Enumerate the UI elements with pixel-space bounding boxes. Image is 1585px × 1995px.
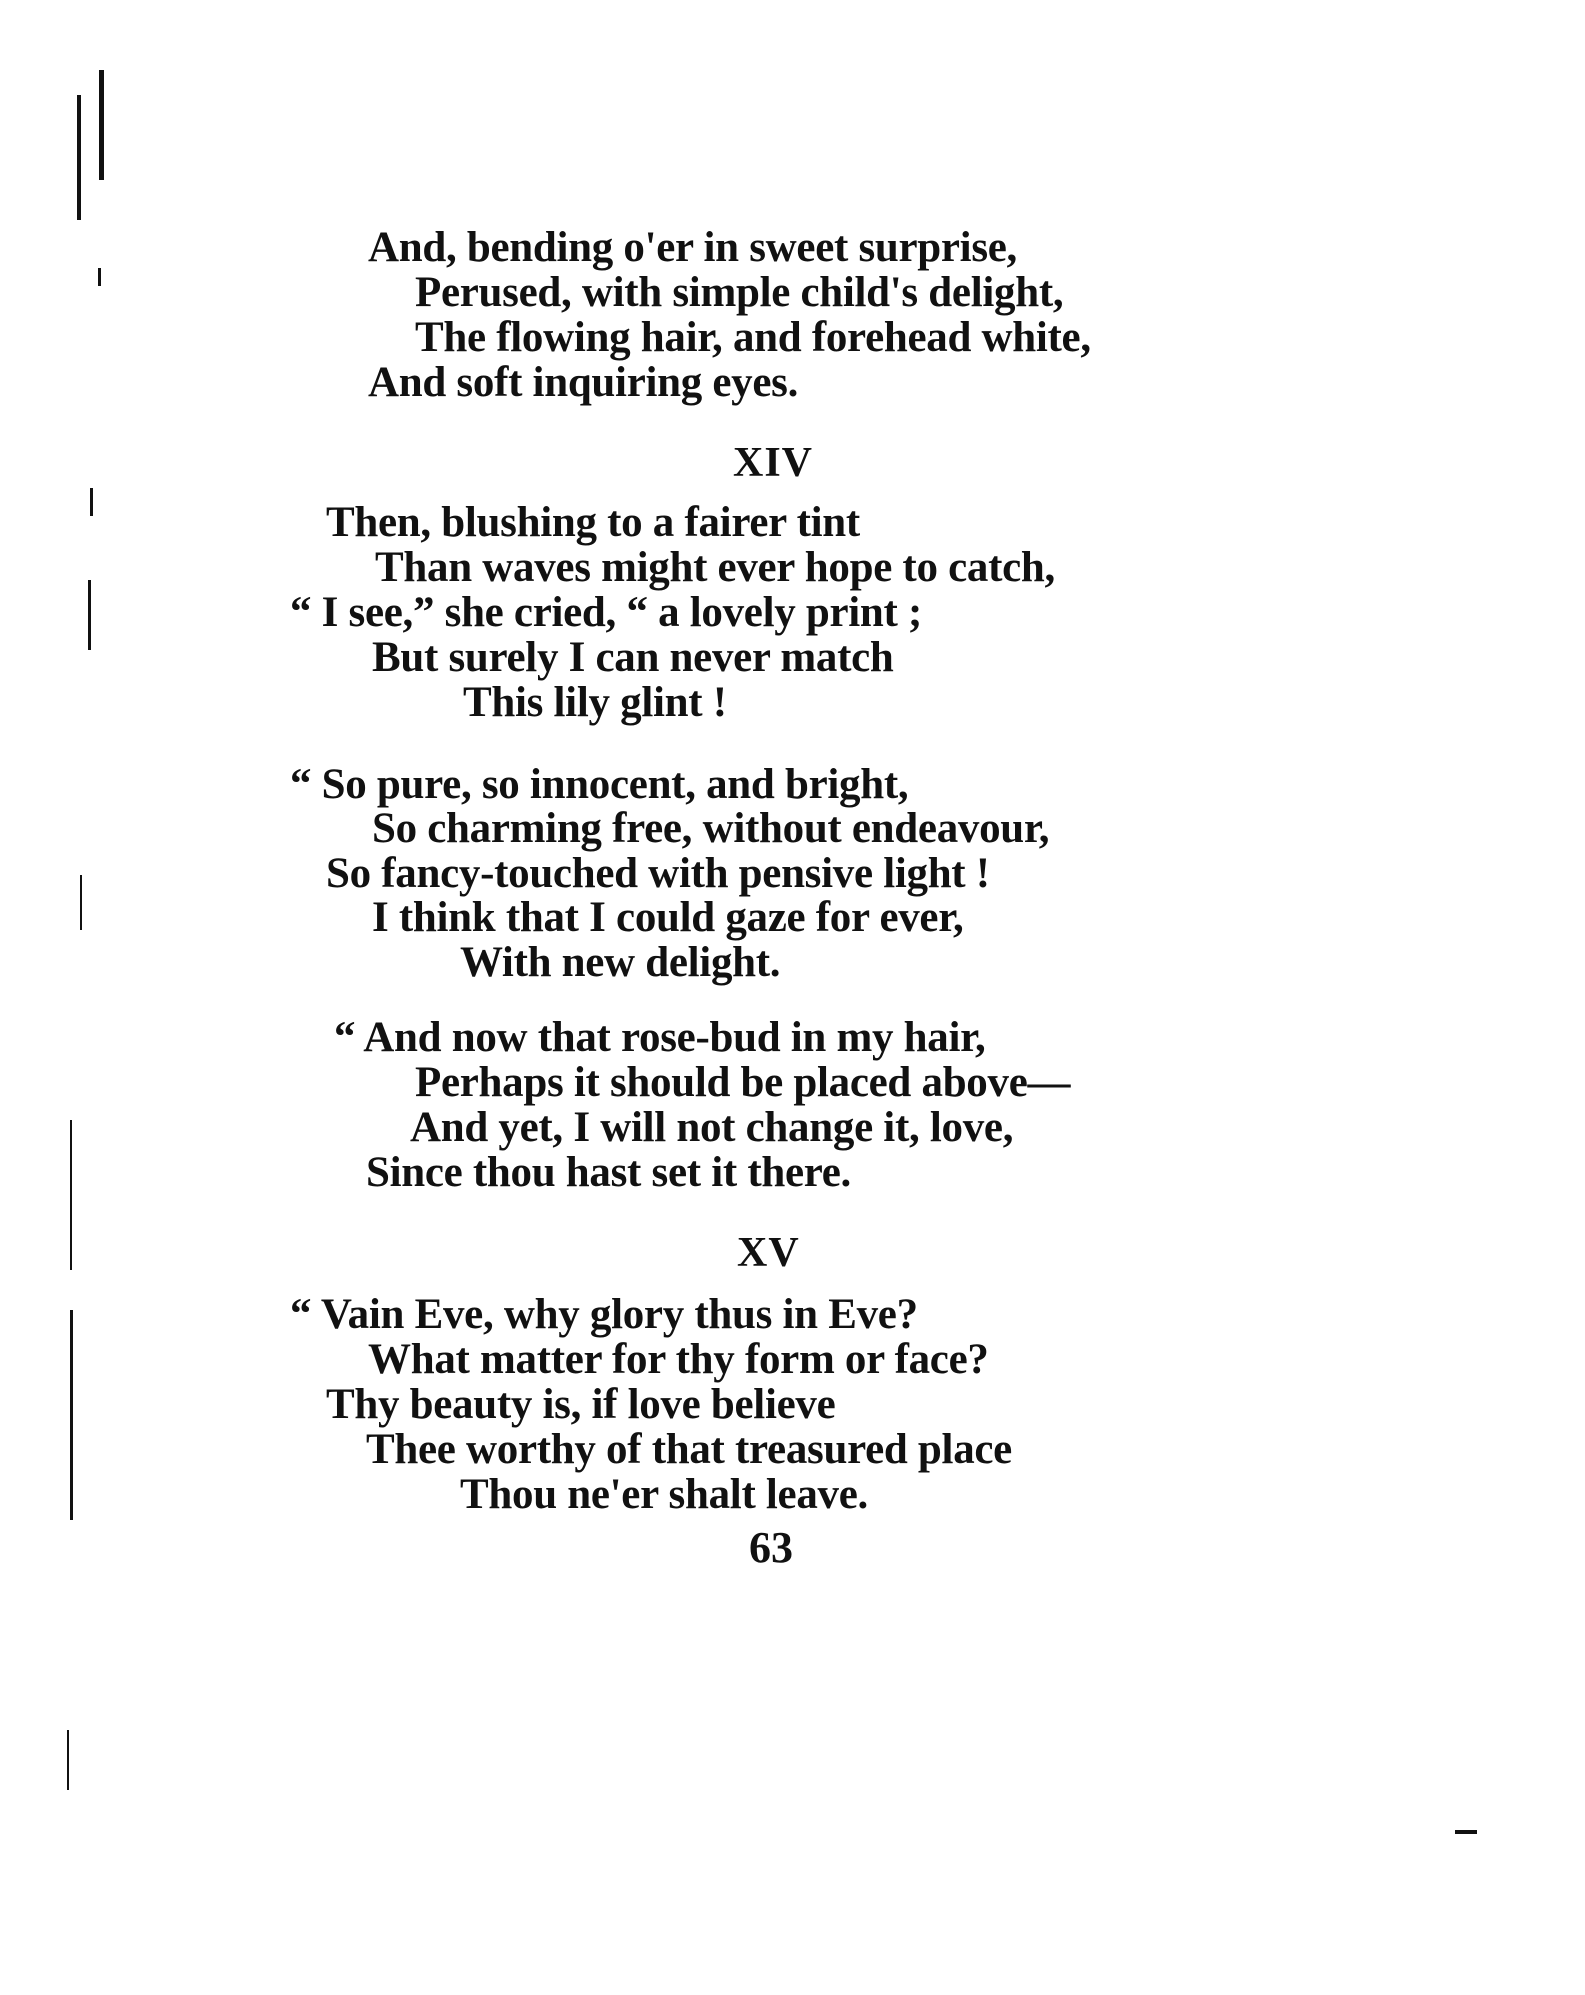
poem-line: Then, blushing to a fairer tint: [326, 499, 860, 546]
section-heading: XV: [737, 1230, 800, 1276]
poem-line: Perused, with simple child's delight,: [415, 269, 1064, 316]
scan-edge-mark: [70, 1310, 73, 1520]
poem-line: So fancy-touched with pensive light !: [326, 850, 990, 897]
poem-line: “ I see,” she cried, “ a lovely print ;: [290, 589, 923, 636]
poem-line: The flowing hair, and forehead white,: [415, 314, 1091, 361]
section-heading: XIV: [733, 440, 814, 486]
scan-edge-mark: [90, 488, 93, 516]
poem-line: But surely I can never match: [372, 634, 894, 681]
scan-edge-mark: [98, 268, 101, 286]
scan-edge-mark: [77, 95, 81, 220]
scan-edge-mark: [99, 70, 104, 180]
poem-line: “ And now that rose-bud in my hair,: [334, 1014, 986, 1061]
poem-line: What matter for thy form or face?: [368, 1336, 989, 1383]
poem-line: “ So pure, so innocent, and bright,: [290, 761, 909, 808]
poem-line: And, bending o'er in sweet surprise,: [368, 224, 1018, 271]
scan-edge-mark: [1455, 1830, 1477, 1834]
scan-edge-mark: [67, 1730, 69, 1790]
poem-line: Thy beauty is, if love believe: [326, 1381, 836, 1428]
scan-edge-mark: [88, 580, 91, 650]
poem-line: And yet, I will not change it, love,: [410, 1104, 1014, 1151]
poem-line: Thou ne'er shalt leave.: [460, 1471, 868, 1518]
poem-line: With new delight.: [460, 939, 781, 986]
poem-line: Perhaps it should be placed above—: [415, 1059, 1071, 1106]
poem-line: I think that I could gaze for ever,: [372, 894, 964, 941]
poem-line: So charming free, without endeavour,: [372, 805, 1050, 852]
scan-edge-mark: [80, 875, 82, 930]
poem-line: Than waves might ever hope to catch,: [375, 544, 1055, 591]
poem-line: This lily glint !: [463, 679, 727, 726]
poem-line: And soft inquiring eyes.: [368, 359, 799, 406]
scan-edge-mark: [70, 1120, 72, 1270]
poem-line: “ Vain Eve, why glory thus in Eve?: [290, 1291, 918, 1338]
page-number: 63: [749, 1523, 793, 1572]
poem-line: Since thou hast set it there.: [366, 1149, 851, 1196]
poem-line: Thee worthy of that treasured place: [366, 1426, 1012, 1473]
